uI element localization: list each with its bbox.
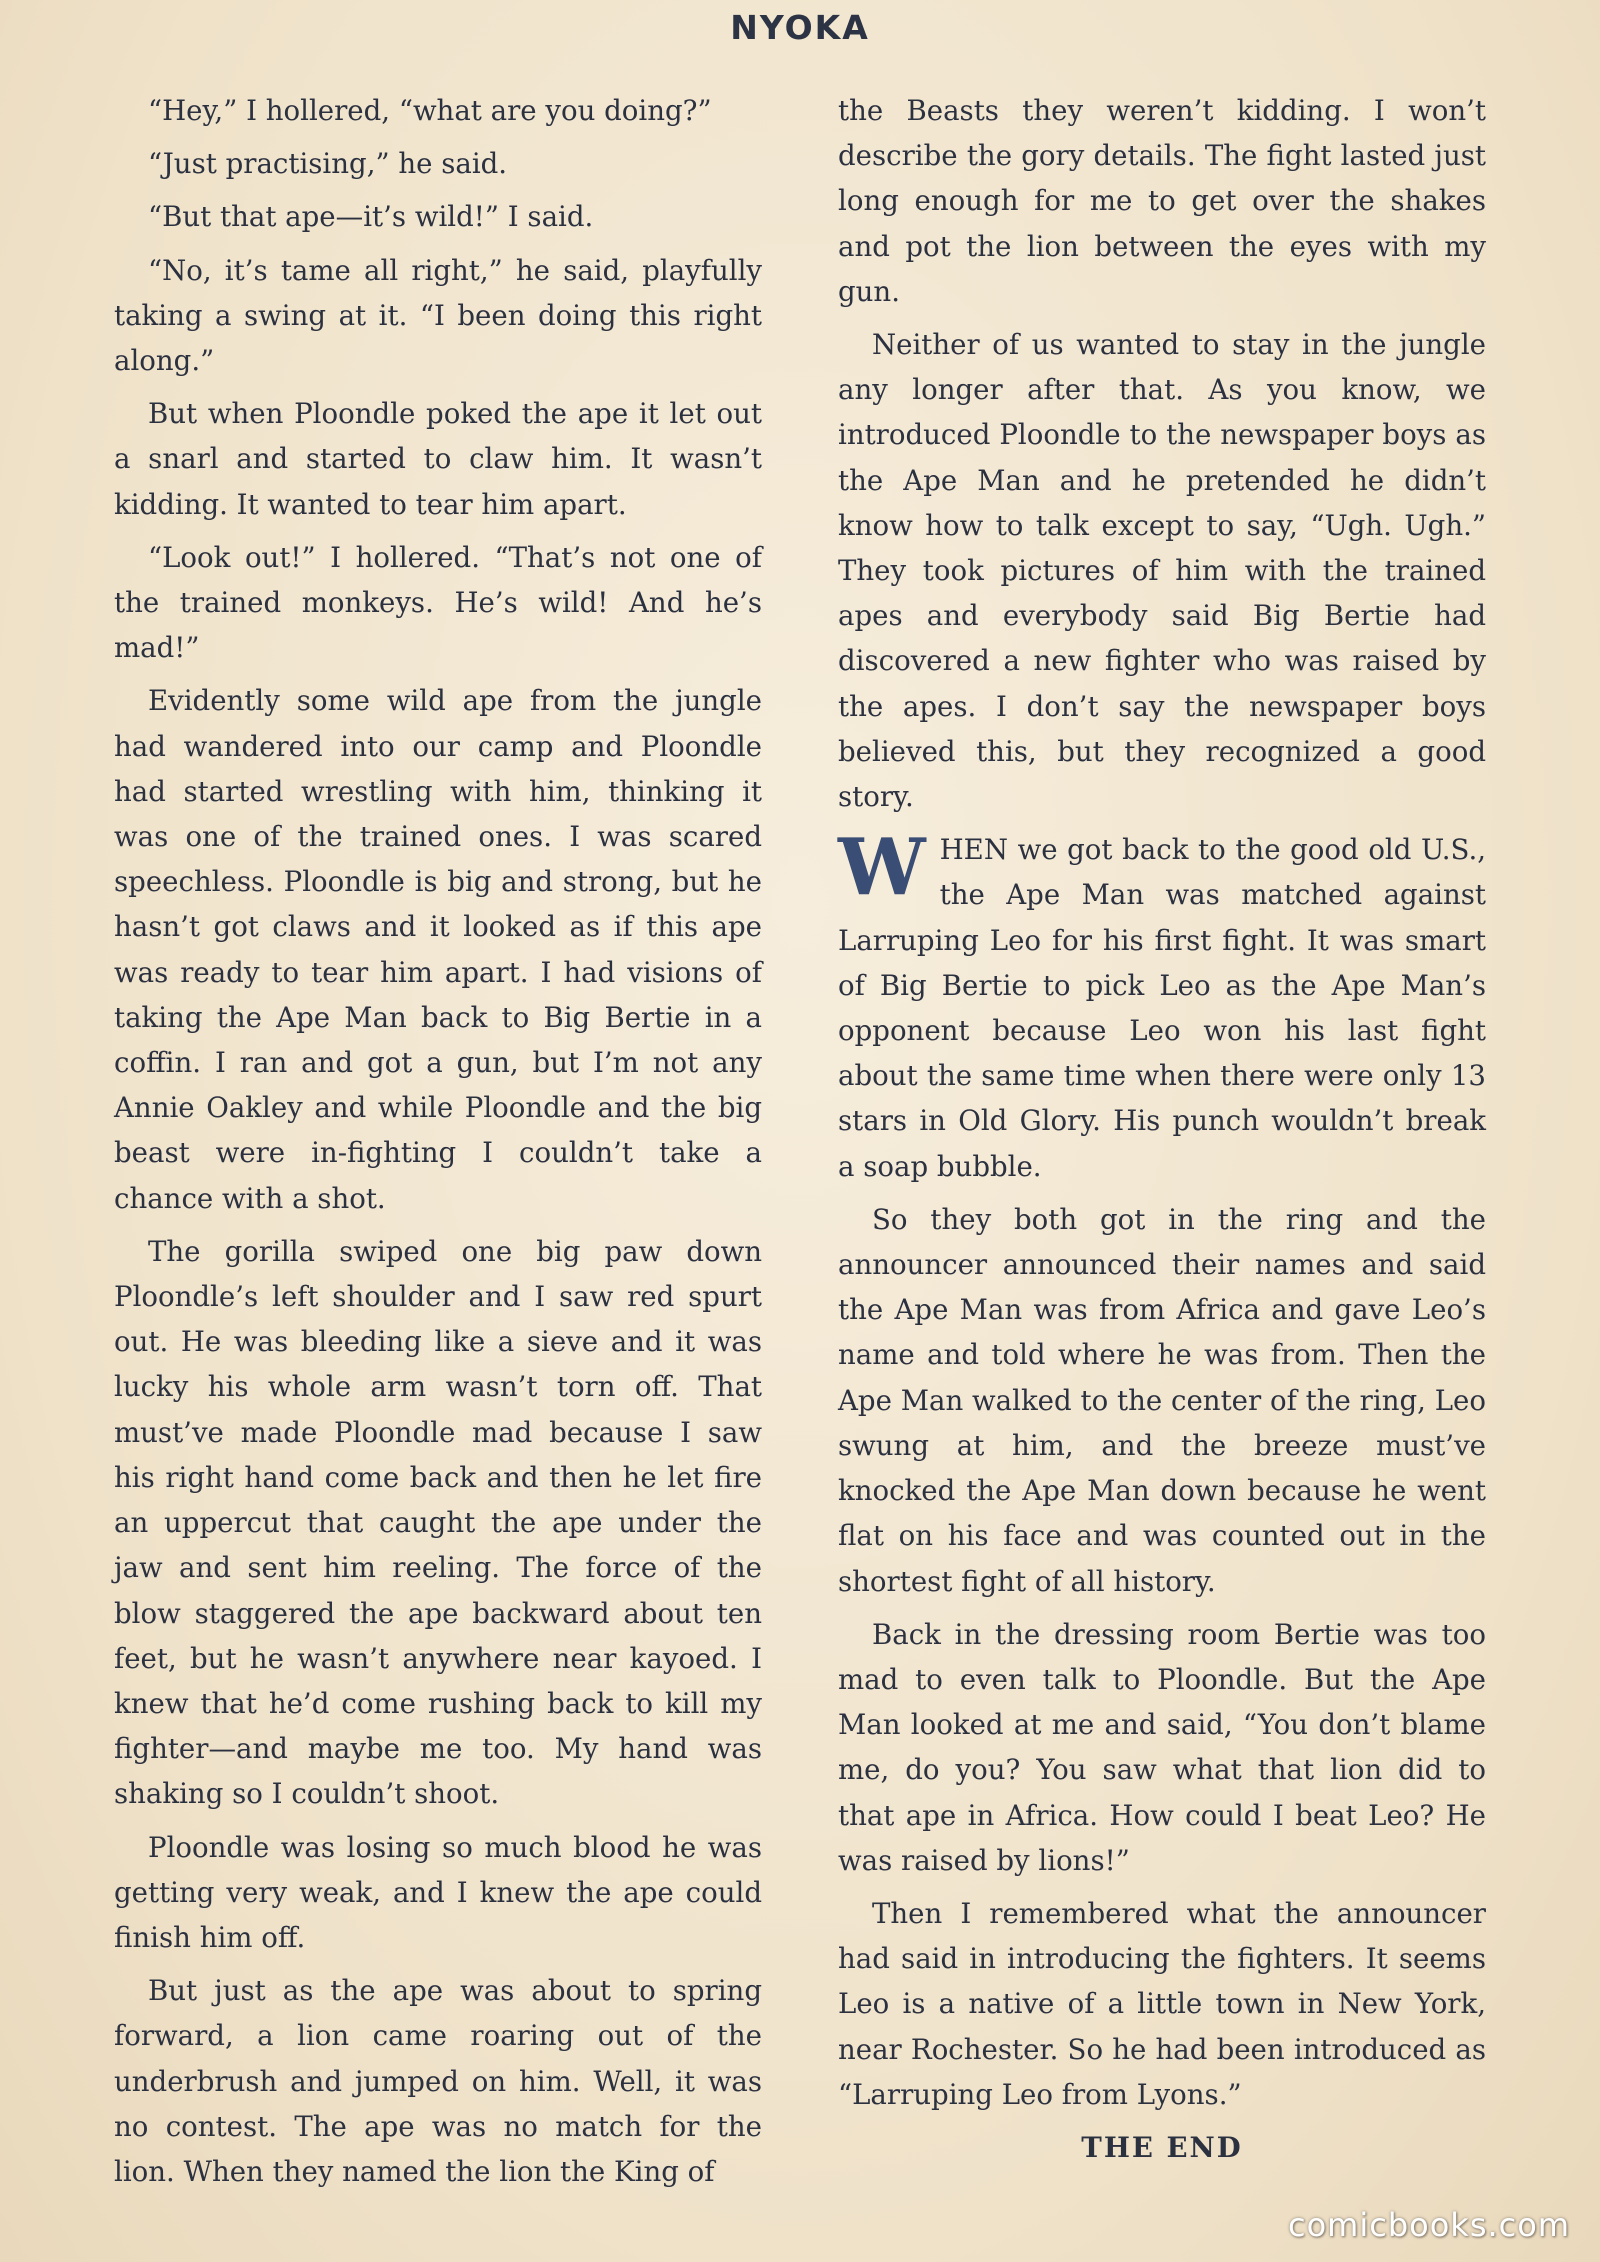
the-end-label: THE END (1081, 2130, 1243, 2164)
continued-paragraph: the Beasts they weren’t kidding. I won’t describe the gory details. The fight lasted just long enough for me to get over the shakes and pot the lion between the eyes with my gun. (838, 94, 1486, 308)
paragraph: Ploondle was losing so much blood he was getting very weak, and I knew the ape could finish him off. (114, 1830, 762, 1954)
paragraph: Then I remembered what the announcer had said in introducing the fighters. It seems Leo is a native of a little town in New York, near Rochester. So he had been introduced as “Larruping Leo from Lyons.” (838, 1896, 1486, 2111)
paragraph: Neither of us wanted to stay in the jungle any longer after that. As you know, we introduced Ploondle to the newspaper boys as the Ape Man and he pretended he didn’t know how to talk except to say, “Ugh. Ugh.” They took pictures of him with the trained apes and everybody said Big Bertie had discovered a new fighter who was raised by the apes. I don’t say the newspaper boys believed this, but they recognized a good story. (838, 328, 1486, 814)
paragraph: “But that ape—it’s wild!” I said. (148, 200, 594, 234)
drop-cap: W (838, 822, 926, 914)
right-column (838, 88, 1486, 2178)
left-column (114, 88, 762, 2202)
paragraph: The gorilla swiped one big paw down Ploondle’s left shoulder and I saw red spurt out. He was bleeding like a sieve and it was lucky his whole arm wasn’t torn off. That must’ve made Ploondle mad because I saw his right hand come back and then he let fire an uppercut that caught the ape under the jaw and sent him reeling. The force of the blow staggered the ape backward about ten feet, but he wasn’t anywhere near kayoed. I knew that he’d come rushing back to kill my fighter—and maybe me too. My hand was shaking so I couldn’t shoot. (114, 1234, 762, 1811)
paragraph: So they both got in the ring and the announcer announced their names and said the Ape Man was from Africa and gave Leo’s name and told where he was from. Then the Ape Man walked to the center of the ring, Leo swung at him, and the breeze must’ve knocked the Ape Man down because he went flat on his face and was counted out in the shortest fight of all history. (838, 1202, 1486, 1598)
paragraph: Evidently some wild ape from the jungle had wandered into our camp and Ploondle had started wrestling with him, thinking it was one of the trained ones. I was scared speechless. Ploondle is big and strong, but he hasn’t got claws and it looked as if this ape was ready to tear him apart. I had visions of taking the Ape Man back to Big Bertie in a coffin. I ran and got a gun, but I’m not any Annie Oakley and while Ploondle and the big beast were in-fighting I couldn’t take a chance with a shot. (114, 684, 762, 1215)
dropcap-paragraph (838, 822, 1486, 1189)
paragraph: But just as the ape was about to spring forward, a lion came roaring out of the underbrush and jumped on him. Well, it was no contest. The ape was no match for the lion. When they named the lion the King of (114, 1974, 762, 2188)
paragraph: Back in the dressing room Bertie was too mad to even talk to Ploondle. But the Ape Man looked at me and said, “You don’t blame me, do you? You saw what that lion did to that ape in Africa. How could I beat Leo? He was raised by lions!” (838, 1617, 1486, 1877)
paragraph: “Just practising,” he said. (148, 147, 508, 181)
watermark-text: comicbooks.com (1287, 2206, 1570, 2244)
paragraph: “No, it’s tame all right,” he said, playfully taking a swing at it. “I been doing this right along.” (114, 253, 762, 378)
paragraph: “Look out!” I hollered. “That’s not one of the trained monkeys. He’s wild! And he’s mad!” (114, 540, 762, 665)
paragraph: But when Ploondle poked the ape it let out a snarl and started to claw him. It wasn’t kidding. It wanted to tear him apart. (114, 397, 762, 521)
dropcap-paragraph-text: HEN we got back to the good old U.S., the Ape Man was matched against Larruping Leo for his first fight. It was smart of Big Bertie to pick Leo as the Ape Man’s opponent because Leo won his last fight about the same time when there were only 13 stars in Old Glory. His punch wouldn’t break a soap bubble. (838, 833, 1486, 1183)
paragraph: “Hey,” I hollered, “what are you doing?” (148, 94, 712, 127)
page-title: NYOKA (730, 8, 870, 47)
